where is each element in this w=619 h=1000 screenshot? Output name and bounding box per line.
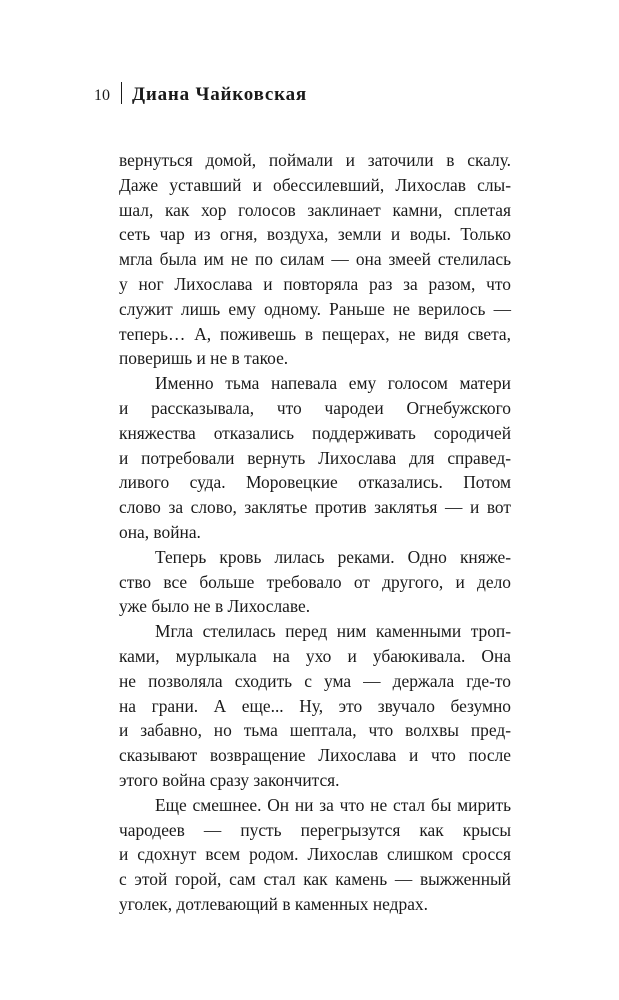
- text-line: Именно тьма напевала ему голосом матери: [155, 373, 511, 394]
- text-line: Мгла стелилась перед ним каменными троп-: [155, 621, 511, 642]
- text-line: уже было не в Лихославе.: [119, 596, 311, 617]
- text-line: Еще смешнее. Он ни за что не стал бы мирить: [155, 794, 511, 815]
- text-line: на грани. А еще... Ну, это звучало безумно: [119, 695, 511, 716]
- text-line: ливого суда. Моровецкие отказались. Потом: [119, 472, 511, 493]
- text-line: княжества отказались поддерживать сородичей: [119, 422, 511, 443]
- text-line: сеть чар из огня, воздуха, земли и воды. Только: [119, 224, 511, 245]
- text-line: чародеев — пусть перегрызутся как крысы: [119, 819, 511, 840]
- text-line: и потребовали вернуть Лихослава для справед-: [119, 447, 511, 468]
- text-line: вернуться домой, поймали и заточили в скалу.: [119, 150, 511, 170]
- text-line: и рассказывала, что чародеи Огнебужского: [119, 397, 511, 418]
- text-line: теперь… А, поживешь в пещерах, не видя света,: [119, 323, 511, 344]
- text-line: служит лишь ему одному. Раньше не верилось —: [119, 298, 511, 319]
- body-text: [119, 148, 511, 917]
- text-line: Теперь кровь лилась реками. Одно княже-: [155, 546, 511, 567]
- text-line: уголек, дотлевающий в каменных недрах.: [119, 893, 428, 914]
- header-separator: [121, 82, 122, 104]
- running-header: [94, 81, 307, 110]
- text-line: и забавно, но тьма шептала, что волхвы пред-: [119, 720, 511, 741]
- text-line: Даже уставший и обессилевший, Лихослав слы-: [119, 174, 511, 195]
- running-title: Диана Чайковская: [132, 84, 307, 105]
- page-number: 10: [94, 87, 110, 104]
- text-line: ками, мурлыкала на ухо и убаюкивала. Она: [119, 645, 511, 666]
- text-line: шал, как хор голосов заклинает камни, сплетая: [119, 199, 511, 220]
- text-line: ство все больше требовало от другого, и дело: [119, 571, 511, 592]
- text-line: мгла была им не по силам — она змеей стелилась: [119, 249, 511, 270]
- text-line: поверишь и не в такое.: [119, 348, 289, 369]
- text-line: не позволяла сходить с ума — держала где-то: [119, 670, 511, 691]
- text-line: она, война.: [119, 521, 201, 542]
- text-line: слово за слово, заклятье против заклятья — и вот: [119, 497, 511, 518]
- text-line: и сдохнут всем родом. Лихослав слишком сросся: [119, 844, 511, 865]
- text-line: с этой горой, сам стал как камень — выжженный: [119, 869, 511, 890]
- text-line: у ног Лихослава и повторяла раз за разом, что: [119, 273, 511, 294]
- text-line: сказывают возвращение Лихослава и что после: [119, 745, 511, 766]
- text-line: этого война сразу закончится.: [119, 769, 340, 790]
